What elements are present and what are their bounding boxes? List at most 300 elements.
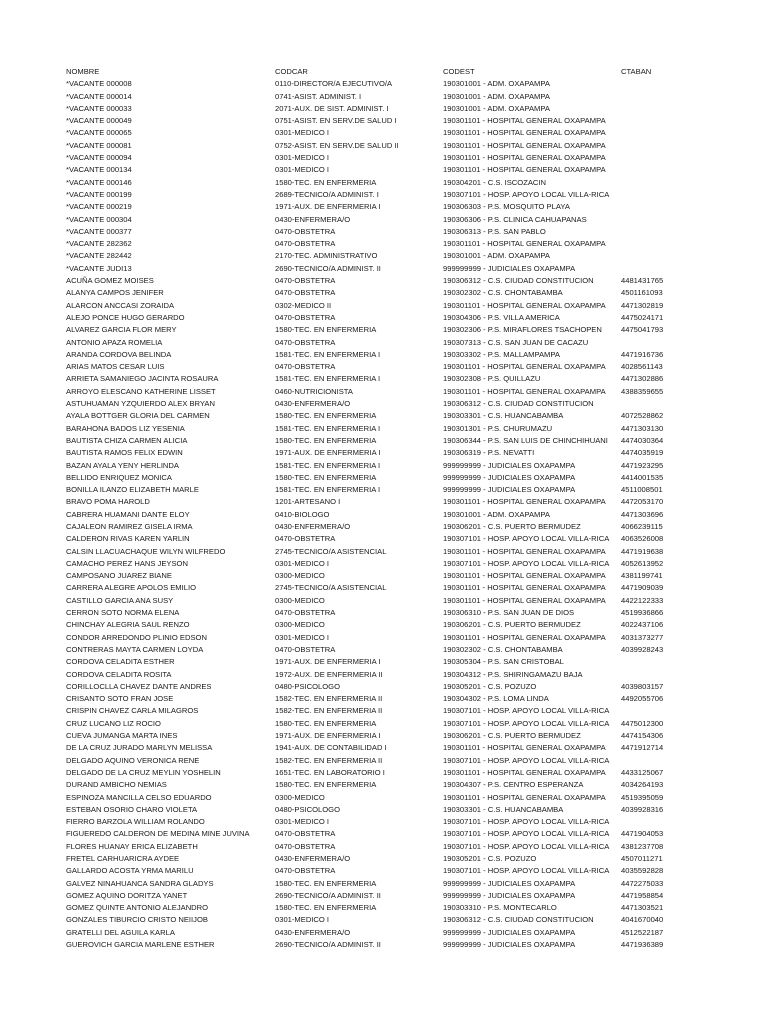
table-row (0, 250, 768, 262)
table-row (0, 177, 768, 189)
table-row (0, 914, 768, 926)
nombre-cell: GONZALES TIBURCIO CRISTO NEIIJOB (66, 915, 208, 925)
nombre-cell: CALDERON RIVAS KAREN YARLIN (66, 534, 190, 544)
nombre-cell: ALVAREZ GARCIA FLOR MERY (66, 325, 177, 335)
nombre-cell: DELGADO DE LA CRUZ MEYLIN YOSHELIN (66, 767, 221, 777)
codcar-cell: 1581-TEC. EN ENFERMERIA I (275, 460, 381, 470)
nombre-cell: DE LA CRUZ JURADO MARLYN MELISSA (66, 743, 213, 753)
table-row (0, 632, 768, 644)
table-row (0, 140, 768, 152)
table-row (0, 619, 768, 631)
spreadsheet (0, 66, 768, 951)
table-row (0, 521, 768, 533)
ctaban-cell: 4471302819 (621, 300, 664, 310)
codcar-cell: 1581-TEC. EN ENFERMERIA I (275, 485, 381, 495)
ctaban-cell: 4475041793 (621, 325, 664, 335)
table-row (0, 595, 768, 607)
codcar-cell: 0301-MEDICO I (275, 165, 330, 175)
codest-cell: 999999999 - JUDICIALES OXAPAMPA (443, 472, 576, 482)
nombre-cell: CORDOVA CELADITA ESTHER (66, 657, 175, 667)
codcar-cell: 1581-TEC. EN ENFERMERIA I (275, 423, 381, 433)
nombre-cell: BONILLA ILANZO ELIZABETH MARLE (66, 485, 199, 495)
codcar-cell: 0300-MEDICO (275, 595, 325, 605)
ctaban-cell: 4433125067 (621, 767, 664, 777)
codcar-cell: 0430-ENFERMERA/O (275, 927, 351, 937)
nombre-cell: *VACANTE 000219 (66, 202, 132, 212)
codcar-cell: 0301-MEDICO I (275, 153, 330, 163)
table-row (0, 263, 768, 275)
codest-cell: 190301101 - HOSPITAL GENERAL OXAPAMPA (443, 497, 606, 507)
table-row (0, 484, 768, 496)
nombre-cell: CORILLOCLLA CHAVEZ DANTE ANDRES (66, 681, 212, 691)
codcar-cell: 0470-OBSTETRA (275, 608, 336, 618)
ctaban-cell (621, 164, 681, 176)
codcar-cell: 1580-TEC. EN ENFERMERIA (275, 903, 377, 913)
table-row (0, 902, 768, 914)
nombre-cell: BAZAN AYALA YENY HERLINDA (66, 460, 179, 470)
codcar-cell: 1580-TEC. EN ENFERMERIA (275, 878, 377, 888)
nombre-cell: CAJALEON RAMIREZ GISELA IRMA (66, 521, 193, 531)
codcar-cell: 0470-OBSTETRA (275, 239, 336, 249)
codcar-cell: 2745-TECNICO/A ASISTENCIAL (275, 583, 387, 593)
ctaban-cell: 4381237708 (621, 841, 664, 851)
ctaban-cell: 4475012300 (621, 718, 664, 728)
nombre-cell: ARIAS MATOS CESAR LUIS (66, 362, 165, 372)
nombre-cell: DURAND AMBICHO NEMIAS (66, 780, 167, 790)
ctaban-cell (621, 250, 681, 262)
ctaban-cell: 4471303696 (621, 509, 664, 519)
ctaban-cell (621, 669, 681, 681)
codcar-cell: 1582-TEC. EN ENFERMERIA II (275, 755, 383, 765)
codest-cell: 190304302 - P.S. LOMA LINDA (443, 694, 549, 704)
table-row (0, 361, 768, 373)
ctaban-cell: 4512522187 (621, 927, 664, 937)
ctaban-cell: 4471909039 (621, 583, 664, 593)
nombre-cell: GALVEZ NINAHUANCA SANDRA GLADYS (66, 878, 214, 888)
ctaban-cell: 4507011271 (621, 854, 663, 863)
codest-cell: 999999999 - JUDICIALES OXAPAMPA (443, 485, 576, 495)
codcar-cell: 0301-MEDICO I (275, 817, 330, 827)
codest-cell: 190302302 - C.S. CHONTABAMBA (443, 288, 563, 298)
ctaban-cell: 4471904053 (621, 829, 664, 839)
codcar-cell: 0470-OBSTETRA (275, 312, 336, 322)
codest-cell: 190301101 - HOSPITAL GENERAL OXAPAMPA (443, 767, 606, 777)
codcar-cell: 0301-MEDICO I (275, 558, 330, 568)
nombre-cell: ARRIETA SAMANIEGO JACINTA ROSAURA (66, 374, 219, 384)
ctaban-cell: 4471916736 (621, 349, 664, 359)
codest-cell: 190305201 - C.S. POZUZO (443, 681, 537, 691)
nombre-cell: BARAHONA BADOS LIZ YESENIA (66, 423, 185, 433)
codest-cell: 190307101 - HOSP. APOYO LOCAL VILLA-RICA (443, 189, 610, 199)
ctaban-cell (621, 189, 681, 201)
table-body (0, 78, 768, 951)
ctaban-cell: 4471923295 (621, 460, 664, 470)
codest-cell: 190301101 - HOSPITAL GENERAL OXAPAMPA (443, 571, 606, 581)
codest-cell: 190301101 - HOSPITAL GENERAL OXAPAMPA (443, 153, 606, 163)
ctaban-cell: 4474154306 (621, 731, 664, 741)
nombre-cell: CRUZ LUCANO LIZ ROCIO (66, 718, 161, 728)
table-row (0, 853, 768, 865)
table-row (0, 91, 768, 103)
codcar-cell: 1580-TEC. EN ENFERMERIA (275, 177, 377, 187)
ctaban-cell: 4471919638 (621, 546, 664, 556)
ctaban-cell: 4472275033 (621, 878, 664, 888)
codest-cell: 190301101 - HOSPITAL GENERAL OXAPAMPA (443, 165, 606, 175)
nombre-cell: GALLARDO ACOSTA YRMA MARILU (66, 866, 194, 876)
codcar-cell: 0460-NUTRICIONISTA (275, 386, 353, 396)
codest-cell: 190303310 - P.S. MONTECARLO (443, 903, 557, 913)
codest-cell: 190301101 - HOSPITAL GENERAL OXAPAMPA (443, 386, 606, 396)
codcar-cell: 1582-TEC. EN ENFERMERIA II (275, 706, 383, 716)
ctaban-cell: 4066239115 (621, 521, 663, 531)
codest-cell: 190306306 - P.S. CLINICA CAHUAPANAS (443, 214, 587, 224)
codcar-cell: 0470-OBSTETRA (275, 337, 336, 347)
codcar-cell: 0300-MEDICO (275, 792, 325, 802)
codest-cell: 190301001 - ADM. OXAPAMPA (443, 103, 550, 113)
codest-cell: 190307313 - C.S. SAN JUAN DE CACAZU (443, 337, 589, 347)
codest-cell: 190301001 - ADM. OXAPAMPA (443, 509, 550, 519)
nombre-cell: *VACANTE 000199 (66, 189, 132, 199)
codcar-cell: 2690-TECNICO/A ADMINIST. II (275, 940, 381, 950)
ctaban-cell: 4414001535 (621, 472, 664, 482)
codcar-cell: 0301-MEDICO I (275, 128, 330, 138)
nombre-cell: CRISANTO SOTO FRAN JOSE (66, 694, 174, 704)
nombre-cell: CONDOR ARREDONDO PLINIO EDSON (66, 632, 207, 642)
ctaban-cell: 4035592828 (621, 866, 664, 876)
codcar-cell: 0410-BIOLOGO (275, 509, 330, 519)
header-codest: CODEST (443, 67, 475, 76)
table-row (0, 767, 768, 779)
table-row (0, 275, 768, 287)
codest-cell: 999999999 - JUDICIALES OXAPAMPA (443, 263, 576, 273)
codcar-cell: 0741-ASIST. ADMINIST. I (275, 91, 362, 101)
table-row (0, 312, 768, 324)
table-row (0, 582, 768, 594)
ctaban-cell: 4031373277 (621, 632, 664, 642)
table-row (0, 496, 768, 508)
ctaban-cell: 4475024171 (621, 312, 664, 322)
ctaban-cell: 4519395059 (621, 792, 664, 802)
table-row (0, 337, 768, 349)
table-row (0, 546, 768, 558)
ctaban-cell: 4039928243 (621, 644, 664, 654)
nombre-cell: *VACANTE 000146 (66, 177, 132, 187)
codest-cell: 999999999 - JUDICIALES OXAPAMPA (443, 890, 576, 900)
codcar-cell: 0470-OBSTETRA (275, 841, 336, 851)
table-row (0, 828, 768, 840)
codest-cell: 999999999 - JUDICIALES OXAPAMPA (443, 940, 576, 950)
codcar-cell: 1651-TEC. EN LABORATORIO I (275, 767, 385, 777)
ctaban-cell: 4041670040 (621, 915, 664, 925)
codest-cell: 190301101 - HOSPITAL GENERAL OXAPAMPA (443, 116, 606, 126)
nombre-cell: ALARCON ANCCASI ZORAIDA (66, 300, 175, 310)
ctaban-cell (621, 115, 681, 127)
codest-cell: 190301101 - HOSPITAL GENERAL OXAPAMPA (443, 743, 606, 753)
codest-cell: 190307101 - HOSP. APOYO LOCAL VILLA-RICA (443, 706, 610, 716)
nombre-cell: BELLIDO ENRIQUEZ MONICA (66, 472, 172, 482)
ctaban-cell (621, 91, 681, 103)
nombre-cell: FRETEL CARHUARICRA AYDEE (66, 854, 180, 863)
codest-cell: 190303301 - C.S. HUANCABAMBA (443, 804, 564, 814)
codcar-cell: 0752-ASIST. EN SERV.DE SALUD II (275, 140, 399, 150)
ctaban-cell: 4422122333 (621, 595, 664, 605)
codcar-cell: 0470-OBSTETRA (275, 829, 336, 839)
nombre-cell: *VACANTE 000377 (66, 226, 132, 236)
table-row (0, 841, 768, 853)
ctaban-cell: 4474030364 (621, 435, 664, 445)
codcar-cell: 1941-AUX. DE CONTABILIDAD I (275, 743, 387, 753)
table-row (0, 681, 768, 693)
table-row (0, 927, 768, 939)
header-ctaban: CTABAN (621, 67, 652, 76)
table-row (0, 570, 768, 582)
codest-cell: 190301101 - HOSPITAL GENERAL OXAPAMPA (443, 595, 606, 605)
ctaban-cell (621, 103, 681, 115)
ctaban-cell (621, 398, 681, 410)
ctaban-cell: 4474035919 (621, 448, 664, 458)
nombre-cell: DELGADO AQUINO VERONICA RENE (66, 755, 200, 765)
nombre-cell: CRISPIN CHAVEZ CARLA MILAGROS (66, 706, 199, 716)
nombre-cell: CORDOVA CELADITA ROSITA (66, 669, 172, 679)
nombre-cell: ALEJO PONCE HUGO GERARDO (66, 312, 185, 322)
table-row (0, 349, 768, 361)
ctaban-cell: 4039803157 (621, 681, 664, 691)
codest-cell: 999999999 - JUDICIALES OXAPAMPA (443, 460, 576, 470)
codcar-cell: 1580-TEC. EN ENFERMERIA (275, 325, 377, 335)
codest-cell: 190304312 - P.S. SHIRINGAMAZU BAJA (443, 669, 583, 679)
codcar-cell: 1580-TEC. EN ENFERMERIA (275, 718, 377, 728)
codcar-cell: 0470-OBSTETRA (275, 362, 336, 372)
codest-cell: 190307101 - HOSP. APOYO LOCAL VILLA-RICA (443, 534, 610, 544)
table-row (0, 644, 768, 656)
table-row (0, 742, 768, 754)
table-row (0, 878, 768, 890)
codest-cell: 190305304 - P.S. SAN CRISTOBAL (443, 657, 564, 667)
codcar-cell: 0301-MEDICO I (275, 632, 330, 642)
ctaban-cell: 4471912714 (621, 743, 664, 753)
codest-cell: 190302308 - P.S. QUILLAZU (443, 374, 541, 384)
codest-cell: 190301101 - HOSPITAL GENERAL OXAPAMPA (443, 128, 606, 138)
nombre-cell: BAUTISTA CHIZA CARMEN ALICIA (66, 435, 188, 445)
codest-cell: 190305201 - C.S. POZUZO (443, 854, 537, 863)
nombre-cell: GOMEZ QUINTE ANTONIO ALEJANDRO (66, 903, 209, 913)
codest-cell: 190301001 - ADM. OXAPAMPA (443, 79, 550, 89)
table-row (0, 693, 768, 705)
table-row (0, 447, 768, 459)
codest-cell: 190301001 - ADM. OXAPAMPA (443, 251, 550, 261)
table-row (0, 324, 768, 336)
codest-cell: 190306310 - P.S. SAN JUAN DE DIOS (443, 608, 575, 618)
header-row (0, 66, 768, 78)
ctaban-cell: 4511008501 (621, 485, 663, 495)
ctaban-cell: 4471958854 (621, 890, 664, 900)
codest-cell: 190306319 - P.S. NEVATTI (443, 448, 535, 458)
nombre-cell: ARANDA CORDOVA BELINDA (66, 349, 172, 359)
table-row (0, 533, 768, 545)
ctaban-cell: 4052613952 (621, 558, 664, 568)
table-row (0, 373, 768, 385)
ctaban-cell (621, 705, 681, 717)
ctaban-cell: 4492055706 (621, 694, 664, 704)
nombre-cell: ACUÑA GOMEZ MOISES (66, 276, 154, 286)
nombre-cell: *VACANTE 000304 (66, 214, 132, 224)
codest-cell: 190304306 - P.S. VILLA AMERICA (443, 312, 560, 322)
codest-cell: 190301101 - HOSPITAL GENERAL OXAPAMPA (443, 140, 606, 150)
codest-cell: 190306201 - C.S. PUERTO BERMUDEZ (443, 731, 581, 741)
ctaban-cell: 4388359655 (621, 386, 664, 396)
nombre-cell: GOMEZ AQUINO DORITZA YANET (66, 890, 188, 900)
codest-cell: 190306312 - C.S. CIUDAD CONSTITUCION (443, 399, 594, 409)
nombre-cell: *VACANTE 000094 (66, 153, 132, 163)
header-nombre: NOMBRE (66, 67, 100, 76)
table-row (0, 656, 768, 668)
codest-cell: 190303302 - P.S. MALLAMPAMPA (443, 349, 560, 359)
codest-cell: 190302306 - P.S. MIRAFLORES TSACHOPEN (443, 325, 602, 335)
codcar-cell: 0470-OBSTETRA (275, 644, 336, 654)
codest-cell: 190307101 - HOSP. APOYO LOCAL VILLA-RICA (443, 866, 610, 876)
ctaban-cell: 4472053170 (621, 497, 664, 507)
codest-cell: 190306313 - P.S. SAN PABLO (443, 226, 546, 236)
nombre-cell: *VACANTE 000014 (66, 91, 132, 101)
nombre-cell: GUEROVICH GARCIA MARLENE ESTHER (66, 940, 215, 950)
nombre-cell: CAMACHO PEREZ HANS JEYSON (66, 558, 188, 568)
table-row (0, 127, 768, 139)
nombre-cell: *VACANTE 282442 (66, 251, 132, 261)
table-row (0, 435, 768, 447)
codcar-cell: 1972-AUX. DE ENFERMERIA II (275, 669, 383, 679)
nombre-cell: *VACANTE 000081 (66, 140, 132, 150)
nombre-cell: FIERRO BARZOLA WILLIAM ROLANDO (66, 817, 205, 827)
codcar-cell: 0751-ASIST. EN SERV.DE SALUD I (275, 116, 397, 126)
table-row (0, 423, 768, 435)
codcar-cell: 2170-TEC. ADMINISTRATIVO (275, 251, 378, 261)
nombre-cell: CASTILLO GARCIA ANA SUSY (66, 595, 174, 605)
nombre-cell: CERRON SOTO NORMA ELENA (66, 608, 180, 618)
codest-cell: 190307101 - HOSP. APOYO LOCAL VILLA-RICA (443, 841, 610, 851)
codest-cell: 190301101 - HOSPITAL GENERAL OXAPAMPA (443, 583, 606, 593)
table-row (0, 730, 768, 742)
codest-cell: 190307101 - HOSP. APOYO LOCAL VILLA-RICA (443, 817, 610, 827)
ctaban-cell (621, 214, 681, 226)
ctaban-cell (621, 226, 681, 238)
table-row (0, 939, 768, 951)
nombre-cell: ASTUHUAMAN YZQUIERDO ALEX BRYAN (66, 399, 215, 409)
table-row (0, 164, 768, 176)
ctaban-cell: 4481431765 (621, 276, 664, 286)
codest-cell: 999999999 - JUDICIALES OXAPAMPA (443, 878, 576, 888)
codest-cell: 190301101 - HOSPITAL GENERAL OXAPAMPA (443, 792, 606, 802)
codcar-cell: 1201-ARTESANO I (275, 497, 341, 507)
codcar-cell: 0302-MEDICO II (275, 300, 332, 310)
table-row (0, 103, 768, 115)
ctaban-cell: 4471303130 (621, 423, 664, 433)
nombre-cell: BAUTISTA RAMOS FELIX EDWIN (66, 448, 183, 458)
codest-cell: 190306312 - C.S. CIUDAD CONSTITUCION (443, 276, 594, 286)
codest-cell: 190307101 - HOSP. APOYO LOCAL VILLA-RICA (443, 718, 610, 728)
codcar-cell: 1581-TEC. EN ENFERMERIA I (275, 374, 381, 384)
nombre-cell: ANTONIO APAZA ROMELIA (66, 337, 163, 347)
codest-cell: 190301301 - P.S. CHURUMAZU (443, 423, 553, 433)
ctaban-cell (621, 656, 681, 668)
nombre-cell: *VACANTE 000065 (66, 128, 132, 138)
codcar-cell: 1582-TEC. EN ENFERMERIA II (275, 694, 383, 704)
nombre-cell: GRATELLI DEL AGUILA KARLA (66, 927, 175, 937)
codcar-cell: 1581-TEC. EN ENFERMERIA I (275, 349, 381, 359)
codest-cell: 190306312 - C.S. CIUDAD CONSTITUCION (443, 915, 594, 925)
codcar-cell: 1580-TEC. EN ENFERMERIA (275, 472, 377, 482)
codest-cell: 190307101 - HOSP. APOYO LOCAL VILLA-RICA (443, 558, 610, 568)
table-row (0, 669, 768, 681)
ctaban-cell: 4034264193 (621, 780, 664, 790)
ctaban-cell (621, 140, 681, 152)
codcar-cell: 2745-TECNICO/A ASISTENCIAL (275, 546, 387, 556)
ctaban-cell (621, 238, 681, 250)
ctaban-cell (621, 263, 681, 275)
nombre-cell: *VACANTE 000033 (66, 103, 132, 113)
table-row (0, 865, 768, 877)
ctaban-cell (621, 127, 681, 139)
codest-cell: 190301101 - HOSPITAL GENERAL OXAPAMPA (443, 300, 606, 310)
table-row (0, 558, 768, 570)
codcar-cell: 2071-AUX. DE SIST. ADMINIST. I (275, 103, 389, 113)
codcar-cell: 0470-OBSTETRA (275, 534, 336, 544)
codcar-cell: 0430-ENFERMERA/O (275, 214, 351, 224)
codcar-cell: 0430-ENFERMERA/O (275, 399, 351, 409)
nombre-cell: FIGUEREDO CALDERON DE MEDINA MINE JUVINA (66, 829, 250, 839)
ctaban-cell: 4519936866 (621, 608, 664, 618)
ctaban-cell (621, 816, 681, 828)
nombre-cell: CALSIN LLACUACHAQUE WILYN WILFREDO (66, 546, 226, 556)
table-row (0, 386, 768, 398)
nombre-cell: FLORES HUANAY ERICA ELIZABETH (66, 841, 198, 851)
ctaban-cell: 4501161093 (621, 288, 663, 298)
codcar-cell: 1580-TEC. EN ENFERMERIA (275, 411, 377, 421)
codcar-cell: 1971-AUX. DE ENFERMERIA I (275, 202, 381, 212)
table-row (0, 607, 768, 619)
codcar-cell: 0300-MEDICO (275, 620, 325, 630)
codcar-cell: 1971-AUX. DE ENFERMERIA I (275, 657, 381, 667)
codcar-cell: 2689-TECNICO/A ADMINIST. I (275, 189, 379, 199)
codcar-cell: 0480-PSICOLOGO (275, 681, 340, 691)
codcar-cell: 2690-TECNICO/A ADMINIST. II (275, 890, 381, 900)
nombre-cell: AYALA BOTTGER GLORIA DEL CARMEN (66, 411, 210, 421)
table-row (0, 792, 768, 804)
nombre-cell: CARRERA ALEGRE APOLOS EMILIO (66, 583, 196, 593)
codcar-cell: 0430-ENFERMERA/O (275, 854, 351, 863)
codcar-cell: 1580-TEC. EN ENFERMERIA (275, 780, 377, 790)
codcar-cell: 0470-OBSTETRA (275, 288, 336, 298)
table-row (0, 472, 768, 484)
codest-cell: 190301101 - HOSPITAL GENERAL OXAPAMPA (443, 546, 606, 556)
codest-cell: 190306201 - C.S. PUERTO BERMUDEZ (443, 620, 581, 630)
ctaban-cell (621, 152, 681, 164)
table-row (0, 755, 768, 767)
codest-cell: 190306303 - P.S. MOSQUITO PLAYA (443, 202, 570, 212)
table-row (0, 460, 768, 472)
table-row (0, 779, 768, 791)
table-row (0, 804, 768, 816)
table-row (0, 705, 768, 717)
nombre-cell: *VACANTE 000008 (66, 79, 132, 89)
ctaban-cell: 4471303521 (621, 903, 664, 913)
codcar-cell: 1580-TEC. EN ENFERMERIA (275, 435, 377, 445)
codest-cell: 190306201 - C.S. PUERTO BERMUDEZ (443, 521, 581, 531)
codcar-cell: 0301-MEDICO I (275, 915, 330, 925)
codcar-cell: 0110-DIRECTOR/A EJECUTIVO/A (275, 79, 393, 89)
codest-cell: 190307101 - HOSP. APOYO LOCAL VILLA-RICA (443, 755, 610, 765)
ctaban-cell: 4063526008 (621, 534, 664, 544)
codest-cell: 999999999 - JUDICIALES OXAPAMPA (443, 927, 576, 937)
